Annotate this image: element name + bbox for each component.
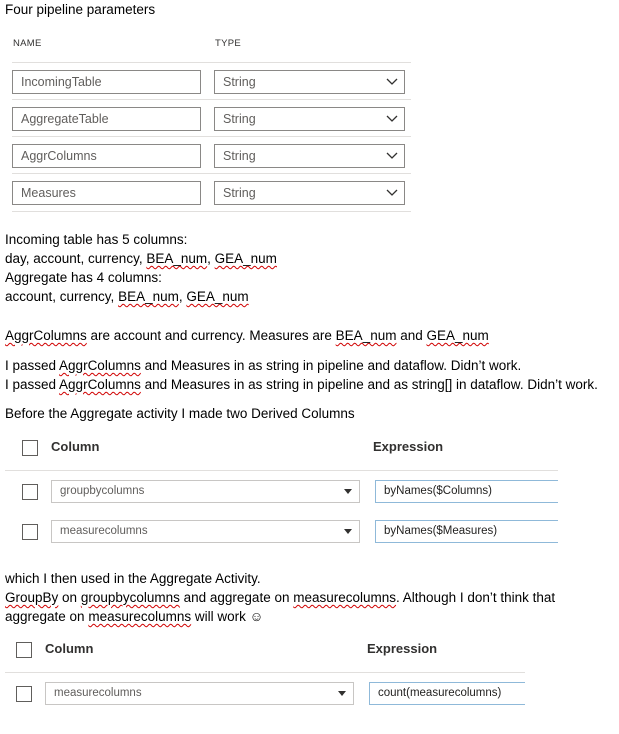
column-header: Column bbox=[51, 439, 100, 454]
expression-header: Expression bbox=[367, 641, 438, 656]
column-value: groupbycolumns bbox=[60, 485, 145, 497]
text-run: I passed bbox=[5, 358, 60, 373]
chevron-down-icon bbox=[386, 114, 398, 124]
text-run: are account and currency. Measures are bbox=[86, 328, 336, 343]
select-all-checkbox[interactable] bbox=[16, 642, 32, 658]
column-header: Column bbox=[45, 641, 94, 656]
text-run: groupbycolumns bbox=[80, 590, 180, 605]
desc-line: Before the Aggregate activity I made two Derived Columns bbox=[5, 406, 355, 421]
text-run: will work ☺ bbox=[191, 609, 264, 624]
text-run: GEA_num bbox=[186, 289, 249, 304]
parameter-type-value: String bbox=[223, 112, 256, 126]
parameter-row bbox=[12, 136, 411, 174]
intro-text: Four pipeline parameters bbox=[5, 2, 156, 17]
text-run: and bbox=[396, 328, 427, 343]
parameter-name-input[interactable]: Measures bbox=[12, 181, 201, 205]
chevron-down-icon bbox=[386, 151, 398, 161]
text-run: , bbox=[178, 289, 187, 304]
text-run: AggrColumns bbox=[59, 358, 141, 373]
row-checkbox[interactable] bbox=[22, 484, 38, 500]
desc-line bbox=[5, 250, 277, 268]
expression-header: Expression bbox=[373, 439, 444, 454]
dropdown-arrow-icon bbox=[344, 529, 352, 534]
parameter-row bbox=[12, 173, 411, 212]
text-run: BEA_num bbox=[146, 251, 208, 266]
chevron-down-icon bbox=[386, 77, 398, 87]
text-run: GEA_num bbox=[426, 328, 489, 343]
column-select[interactable] bbox=[45, 682, 354, 705]
expression-input[interactable]: byNames($Columns) bbox=[375, 480, 558, 503]
parameter-type-select[interactable] bbox=[214, 144, 405, 168]
after-line: which I then used in the Aggregate Activity. bbox=[5, 571, 261, 586]
divider bbox=[5, 672, 525, 673]
row-checkbox[interactable] bbox=[16, 686, 32, 702]
text-run: I passed bbox=[5, 377, 60, 392]
text-run: GroupBy bbox=[5, 590, 59, 605]
column-select[interactable] bbox=[51, 480, 360, 503]
parameter-name-input[interactable]: AggrColumns bbox=[12, 144, 201, 168]
desc-line bbox=[5, 288, 249, 306]
row-checkbox[interactable] bbox=[22, 524, 38, 540]
expression-input[interactable]: count(measurecolumns) bbox=[369, 682, 525, 705]
parameter-name-input[interactable]: AggregateTable bbox=[12, 107, 201, 131]
desc-line: Incoming table has 5 columns: bbox=[5, 232, 188, 247]
parameter-type-select[interactable] bbox=[214, 181, 405, 205]
select-all-checkbox[interactable] bbox=[22, 440, 38, 456]
text-run: aggregate on bbox=[5, 609, 89, 624]
type-column-header: TYPE bbox=[215, 38, 242, 49]
dropdown-arrow-icon bbox=[344, 489, 352, 494]
text-run: AggrColumns bbox=[5, 328, 87, 343]
parameter-name-input[interactable]: IncomingTable bbox=[12, 70, 201, 94]
column-value: measurecolumns bbox=[54, 687, 142, 699]
after-line bbox=[5, 608, 263, 626]
divider bbox=[5, 470, 558, 471]
desc-line bbox=[5, 327, 489, 345]
text-run: measurecolumns bbox=[88, 609, 192, 624]
parameter-type-select[interactable] bbox=[214, 107, 405, 131]
text-run: and Measures in as string in pipeline and dataflow. Didn’t work. bbox=[140, 358, 522, 373]
text-run: and Measures in as string in pipeline and as string[] in dataflow. Didn’t work. bbox=[140, 377, 598, 392]
column-select[interactable] bbox=[51, 520, 360, 543]
text-run: BEA_num bbox=[118, 289, 179, 304]
expression-input[interactable]: byNames($Measures) bbox=[375, 520, 558, 543]
parameter-type-value: String bbox=[223, 75, 256, 89]
dropdown-arrow-icon bbox=[338, 691, 346, 696]
desc-line: Aggregate has 4 columns: bbox=[5, 270, 162, 285]
text-run: and aggregate on bbox=[179, 590, 294, 605]
text-run: on bbox=[58, 590, 81, 605]
text-run: . Although I don’t think that bbox=[396, 590, 556, 605]
after-line bbox=[5, 589, 555, 607]
text-run: , bbox=[207, 251, 215, 266]
text-run: BEA_num bbox=[335, 328, 397, 343]
text-run: GEA_num bbox=[214, 251, 277, 266]
text-run: day, account, currency, bbox=[5, 251, 147, 266]
text-run: AggrColumns bbox=[59, 377, 141, 392]
text-run: measurecolumns bbox=[293, 590, 397, 605]
parameter-type-select[interactable] bbox=[214, 70, 405, 94]
column-value: measurecolumns bbox=[60, 525, 148, 537]
parameter-type-value: String bbox=[223, 149, 256, 163]
chevron-down-icon bbox=[386, 188, 398, 198]
parameter-row bbox=[12, 62, 411, 100]
desc-line bbox=[5, 376, 598, 394]
parameter-type-value: String bbox=[223, 186, 256, 200]
text-run: account, currency, bbox=[5, 289, 119, 304]
name-column-header: NAME bbox=[13, 38, 42, 49]
desc-line bbox=[5, 357, 521, 375]
parameter-row bbox=[12, 99, 411, 137]
